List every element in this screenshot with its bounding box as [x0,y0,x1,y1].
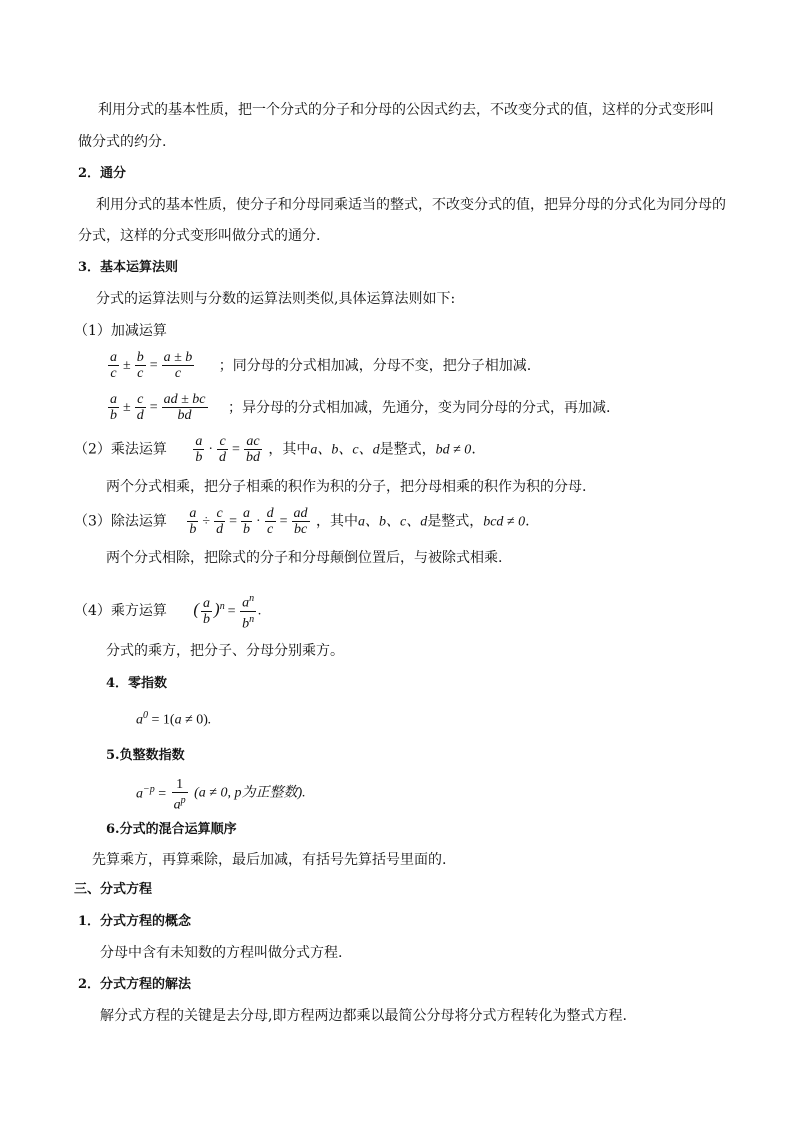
condition-negative-exponent: (a ≠ 0, p为正整数). [194,785,306,801]
heading-equation-concept: 1．分式方程的概念 [78,914,192,929]
condition-expression: bcd ≠ 0 [483,514,526,530]
rule-same-denominator: ；同分母的分式相加减，分母不变，把分子相加减. [218,357,532,374]
condition-variables: a、b、c、d [358,514,428,530]
heading-negative-exponent: 5.负整数指数 [106,748,185,763]
paragraph-reduction-cont: 做分式的约分. [78,134,167,150]
heading-operation-rules: 3．基本运算法则 [78,260,179,275]
description-power: 分式的乘方，把分子、分母分别乘方。 [106,643,344,659]
paragraph-common-denominator: 利用分式的基本性质，使分子和分母同乘适当的整式，不改变分式的值，把异分母的分式化为同分母的 [96,197,726,213]
formula-negative-exponent: $a^{-p}$ = $\frac{1}{a^p}$ (a ≠ 0, p为正整数). [136,776,306,813]
description-multiplication: 两个分式相乘，把分子相乘的积作为积的分子，把分母相乘的积作为积的分母. [106,479,587,495]
rule-different-denominator: ；异分母的分式相加减，先通分，变为同分母的分式，再加减. [227,399,611,416]
formula-different-denominator: $\frac{a}{b}$ ± $\frac{c}{d}$ = $\frac{ad \pm bc}{bd}$ ；异分母的分式相加减，先通分，变为同分母的分式，再加减. [110,391,611,423]
description-division: 两个分式相除，把除式的分子和分母颠倒位置后，与被除式相乘. [106,550,503,566]
subheading-multiplication: （2）乘法运算 [74,441,167,458]
heading-equation-solution: 2．分式方程的解法 [78,977,192,992]
condition-prefix: ，其中 [316,513,358,530]
subheading-power: （4）乘方运算 [74,602,167,619]
condition-prefix: ，其中 [268,441,311,458]
section-fractional-equation: 三、分式方程 [74,882,153,897]
subheading-add-subtract: （1）加减运算 [74,323,167,339]
condition-middle: 是整式， [427,513,484,530]
heading-mixed-order: 6.分式的混合运算顺序 [106,822,237,837]
heading-common-denominator: 2．通分 [78,166,127,181]
row-multiplication: （2）乘法运算 $\frac{a}{b}$ · $\frac{c}{d}$ = $\frac{ac}{bd}$ ，其中a、b、c、d是整式，bd ≠ 0. [74,433,476,465]
row-power: （4）乘方运算 ( $\frac{a}{b}$ )$^n$ = $\frac{a^n}{b^n}$ . [74,593,262,632]
paragraph-operation-rules: 分式的运算法则与分数的运算法则类似,具体运算法则如下: [96,291,456,307]
condition-variables: a、b、c、d [310,442,380,458]
subheading-division: （3）除法运算 [74,513,167,530]
paragraph-common-denominator-cont: 分式，这样的分式变形叫做分式的通分. [78,228,321,244]
condition-expression: bd ≠ 0 [435,442,472,458]
paragraph-equation-solution: 解分式方程的关键是去分母,即方程两边都乘以最简公分母将分式方程转化为整式方程. [100,1008,627,1024]
formula-same-denominator: $\frac{a}{c}$ ± $\frac{b}{c}$ = $\frac{a \pm b}{c}$ ；同分母的分式相加减，分母不变，把分子相加减. [110,349,532,381]
paragraph-equation-concept: 分母中含有未知数的方程叫做分式方程. [100,945,343,961]
heading-zero-exponent: 4．零指数 [106,676,168,691]
paragraph-reduction: 利用分式的基本性质，把一个分式的分子和分母的公因式约去，不改变分式的值，这样的分式变形叫 [98,102,714,118]
row-division: （3）除法运算 $\frac{a}{b}$ ÷ $\frac{c}{d}$ = $\frac{a}{b}$ · $\frac{d}{c}$ = $\frac{ad}{bc}$ ，其中a、b、c、d是整式，bcd ≠ 0. [74,505,530,537]
paragraph-mixed-order: 先算乘方，再算乘除，最后加减，有括号先算括号里面的. [92,852,447,868]
condition-middle: 是整式， [379,441,436,458]
formula-zero-exponent: $a^0 = 1(a \ne 0)$. [136,710,212,728]
